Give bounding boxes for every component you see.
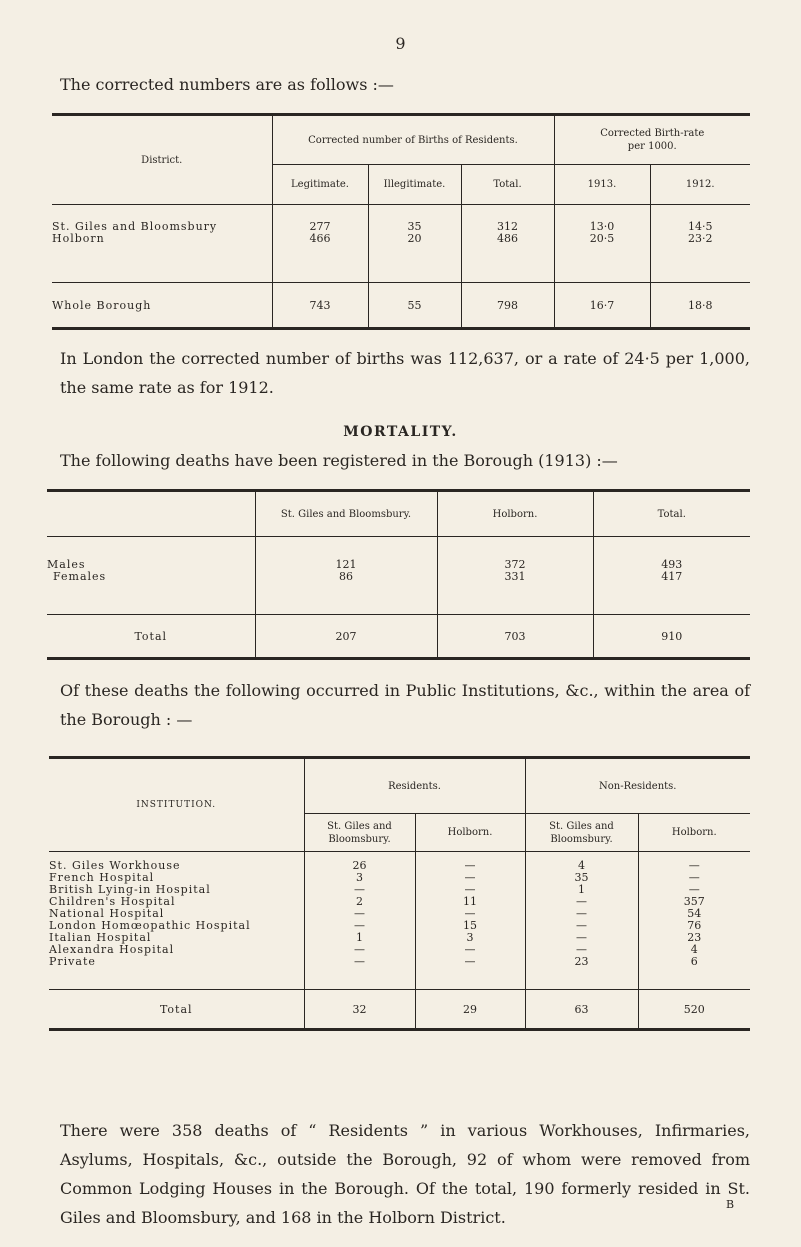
cell: — <box>304 908 415 920</box>
residents-st-giles-header: St. Giles and Bloomsbury. <box>304 814 415 852</box>
institution-name: London Homœopathic Hospital <box>49 918 251 932</box>
district-header: District. <box>141 154 183 166</box>
births-header: Corrected number of Births of Residents. <box>272 115 554 165</box>
institutions-table <box>49 756 750 1031</box>
district-name: St. Giles and Bloomsbury <box>52 219 218 233</box>
cell: 3 <box>304 872 415 884</box>
cell: 2 <box>304 896 415 908</box>
district-name: Holborn <box>52 231 105 245</box>
total-label: Whole Borough <box>52 298 152 312</box>
residents-header: Residents. <box>304 758 525 814</box>
institution-header: INSTITUTION. <box>136 800 217 810</box>
cell: 743 <box>272 283 368 329</box>
institution-name: British Lying-in Hospital <box>49 882 211 896</box>
table-row <box>49 872 750 884</box>
cell: — <box>304 884 415 896</box>
cell: — <box>525 920 638 932</box>
cell: 86 <box>255 571 437 583</box>
cell: 1 <box>304 932 415 944</box>
institution-name: Alexandra Hospital <box>49 942 175 956</box>
table-row <box>47 571 750 583</box>
holborn-header: Holborn. <box>437 491 593 537</box>
total-header: Total. <box>593 491 750 537</box>
cell: 14·5 <box>650 221 750 233</box>
cell: 357 <box>638 896 750 908</box>
cell: — <box>638 884 750 896</box>
cell: 15 <box>415 920 525 932</box>
institution-name: French Hospital <box>49 870 155 884</box>
total-row <box>49 990 750 1030</box>
cell: 29 <box>415 990 525 1030</box>
cell: 20 <box>368 233 461 245</box>
cell: — <box>415 944 525 956</box>
total-label: Total <box>159 1002 193 1016</box>
row-label: Females <box>53 569 107 583</box>
non-residents-header: Non-Residents. <box>525 758 750 814</box>
table-row <box>49 920 750 932</box>
institution-name: Children's Hospital <box>49 894 176 908</box>
cell: — <box>525 908 638 920</box>
cell: — <box>415 884 525 896</box>
cell: 13·0 <box>554 221 650 233</box>
cell: 486 <box>461 233 554 245</box>
cell: 26 <box>304 860 415 872</box>
year-1913-header: 1913. <box>554 165 650 205</box>
institution-name: Italian Hospital <box>49 930 152 944</box>
cell: 331 <box>437 571 593 583</box>
institution-name: St. Giles Workhouse <box>49 858 181 872</box>
st-giles-header: St. Giles and Bloomsbury. <box>255 491 437 537</box>
cell: — <box>525 944 638 956</box>
cell: 277 <box>272 221 368 233</box>
table-row <box>49 944 750 956</box>
institution-name: National Hospital <box>49 906 165 920</box>
institution-name: Private <box>49 954 96 968</box>
cell: — <box>304 920 415 932</box>
cell: — <box>415 860 525 872</box>
row-label: Males <box>47 557 86 571</box>
nonresidents-holborn-header: Holborn. <box>638 814 750 852</box>
cell: 3 <box>415 932 525 944</box>
births-table <box>52 113 750 330</box>
cell: 18·8 <box>650 283 750 329</box>
cell: 703 <box>437 615 593 659</box>
cell: 798 <box>461 283 554 329</box>
cell: — <box>415 872 525 884</box>
cell: 55 <box>368 283 461 329</box>
cell: 1 <box>525 884 638 896</box>
cell: 312 <box>461 221 554 233</box>
cell: 23·2 <box>650 233 750 245</box>
cell: 207 <box>255 615 437 659</box>
london-paragraph: In London the corrected number of births was 112,637, or a rate of 24·5 per 1,000, the same rate as for 1912. <box>60 349 750 397</box>
cell: — <box>525 932 638 944</box>
cell: 16·7 <box>554 283 650 329</box>
cell: 121 <box>255 559 437 571</box>
year-1912-header: 1912. <box>650 165 750 205</box>
cell: 520 <box>638 990 750 1030</box>
cell: 4 <box>525 860 638 872</box>
table-row <box>49 956 750 968</box>
page-number: 9 <box>395 34 406 53</box>
cell: 466 <box>272 233 368 245</box>
residents-paragraph: There were 358 deaths of “ Residents ” in various Workhouses, Infirmaries, Asylums, Hospitals, &c., outside the Borough, 92 of whom were removed from Common Lodging Houses in the Borough. Of the total, 190 formerly resided in St. Giles and Bloomsbury, and 168 in the Holborn District. <box>60 1121 750 1227</box>
birth-rate-header: Corrected Birth-rate per 1000. <box>554 115 750 165</box>
cell: — <box>638 872 750 884</box>
table-row <box>52 233 750 245</box>
cell: 372 <box>437 559 593 571</box>
deaths-intro: The following deaths have been registered in the Borough (1913) :— <box>60 451 618 470</box>
nonresidents-st-giles-header: St. Giles and Bloomsbury. <box>525 814 638 852</box>
cell: 32 <box>304 990 415 1030</box>
deaths-table <box>47 489 750 660</box>
total-header: Total. <box>461 165 554 205</box>
cell: 35 <box>368 221 461 233</box>
cell: — <box>525 896 638 908</box>
cell: 4 <box>638 944 750 956</box>
cell: 20·5 <box>554 233 650 245</box>
table-row <box>49 860 750 872</box>
table-row <box>49 884 750 896</box>
legitimate-header: Legitimate. <box>272 165 368 205</box>
total-label: Total <box>134 629 168 643</box>
cell: 63 <box>525 990 638 1030</box>
table-row <box>49 896 750 908</box>
cell: — <box>415 908 525 920</box>
intro-paragraph: The corrected numbers are as follows :— <box>60 75 394 94</box>
cell: 493 <box>593 559 750 571</box>
total-row <box>52 283 750 329</box>
cell: 35 <box>525 872 638 884</box>
cell: 23 <box>525 956 638 968</box>
table-row <box>47 559 750 571</box>
total-row <box>47 615 750 659</box>
residents-holborn-header: Holborn. <box>415 814 525 852</box>
table-row <box>49 908 750 920</box>
signature-mark: B <box>726 1198 735 1211</box>
cell: 910 <box>593 615 750 659</box>
table-row <box>49 932 750 944</box>
cell: 11 <box>415 896 525 908</box>
cell: 54 <box>638 908 750 920</box>
mortality-heading: MORTALITY. <box>343 424 458 440</box>
cell: 6 <box>638 956 750 968</box>
cell: — <box>304 956 415 968</box>
cell: — <box>415 956 525 968</box>
cell: 23 <box>638 932 750 944</box>
institutions-paragraph: Of these deaths the following occurred in Public Institutions, &c., within the area of the Borough : — <box>60 681 750 729</box>
illegitimate-header: Illegitimate. <box>368 165 461 205</box>
cell: 417 <box>593 571 750 583</box>
cell: — <box>304 944 415 956</box>
cell: — <box>638 860 750 872</box>
table-row <box>52 221 750 233</box>
cell: 76 <box>638 920 750 932</box>
